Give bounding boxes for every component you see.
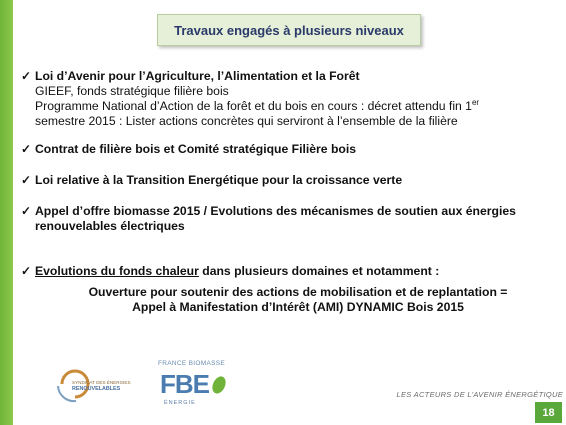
bullet-heading: Loi d’Avenir pour l’Agriculture, l’Alimentation et la Forêt xyxy=(35,69,360,83)
fbe-logo xyxy=(158,360,236,410)
superscript: er xyxy=(471,97,480,107)
bullet-item-contrat-filiere xyxy=(21,142,561,157)
underlined-heading: Evolutions du fonds chaleur xyxy=(35,264,199,278)
ser-logo-line1: SYNDICAT DES ÉNERGIES xyxy=(72,380,131,385)
page-number-badge xyxy=(535,402,562,423)
check-icon: ✓ xyxy=(21,264,32,278)
check-icon: ✓ xyxy=(21,69,32,83)
ser-logo xyxy=(52,362,142,406)
left-accent-bar xyxy=(0,0,13,425)
bullet-item-appel-offre xyxy=(21,204,561,234)
bullet-line: semestre 2015 : Lister actions concrètes qui serviront à l’ensemble de la filière xyxy=(35,114,458,128)
check-icon: ✓ xyxy=(21,204,32,218)
bullet-heading: Evolutions du fonds chaleur dans plusieurs domaines et notamment : xyxy=(35,264,440,278)
bullet-item-fonds-chaleur xyxy=(21,264,561,279)
slide-content xyxy=(21,69,561,315)
bullet-item-loi-avenir xyxy=(21,69,561,129)
fbe-logo-sub: ÉNERGIE xyxy=(164,400,196,406)
check-icon: ✓ xyxy=(21,173,32,187)
check-icon: ✓ xyxy=(21,142,32,156)
footer-tagline: LES ACTEURS DE L’AVENIR ÉNERGÉTIQUE xyxy=(396,390,563,399)
highlight-line: Ouverture pour soutenir des actions de mobilisation et de replantation = xyxy=(88,285,508,299)
slide-title-box xyxy=(157,14,421,46)
leaf-icon xyxy=(208,374,230,396)
ser-logo-line2: RENOUVELABLES xyxy=(72,386,121,392)
bullet-heading: Appel d’offre biomasse 2015 / Evolutions des mécanismes de soutien aux énergies renouvelables électriques xyxy=(35,204,516,233)
bullet-line: GIEEF, fonds stratégique filière bois xyxy=(35,84,229,98)
highlight-line: Appel à Manifestation d’Intérêt (AMI) DYNAMIC Bois 2015 xyxy=(132,300,464,314)
bullet-heading: Loi relative à la Transition Energétique pour la croissance verte xyxy=(35,173,403,187)
bullet-line: Programme National d’Action de la forêt et du bois en cours : décret attendu fin 1er xyxy=(35,97,480,113)
fbe-logo-top: FRANCE BIOMASSE xyxy=(158,360,225,367)
fbe-logo-main: FBE xyxy=(160,369,209,399)
page-number: 18 xyxy=(542,406,555,419)
highlight-block xyxy=(21,285,561,315)
bullet-item-transition-energetique xyxy=(21,173,561,188)
slide-title: Travaux engagés à plusieurs niveaux xyxy=(174,22,404,38)
bullet-heading: Contrat de filière bois et Comité stratégique Filière bois xyxy=(35,142,356,156)
